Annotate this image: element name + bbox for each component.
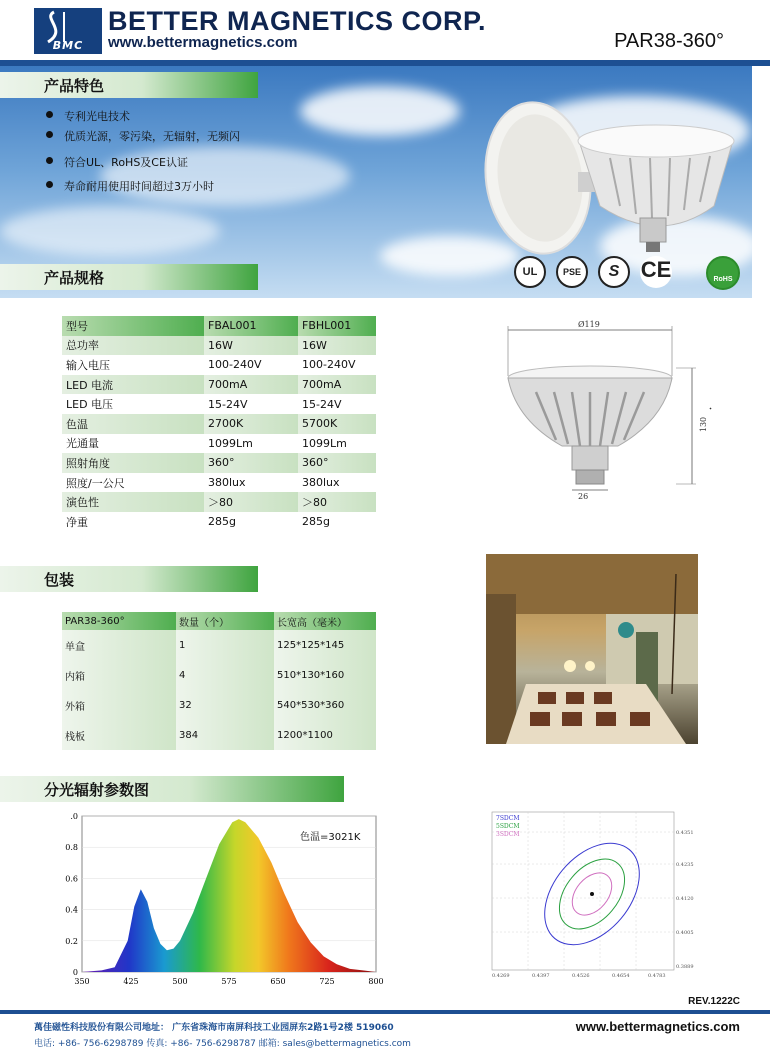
y-tick-label: 0.3889 xyxy=(676,964,694,970)
chromaticity-ellipse-chart xyxy=(484,808,702,980)
spec-value: 285g xyxy=(302,515,330,529)
packaging-table-header xyxy=(62,612,376,630)
packaging-value: 1 xyxy=(176,630,274,660)
section-header-packaging xyxy=(0,566,258,592)
spec-label: 照度/一公尺 xyxy=(66,476,125,490)
spec-value: 100-240V xyxy=(302,358,356,372)
y-tick-label: 0.8 xyxy=(65,843,78,853)
y-tick-label: 0 xyxy=(72,968,78,977)
spec-value: 15-24V xyxy=(208,397,248,411)
x-tick-label: 575 xyxy=(221,977,237,986)
company-website: www.bettermagnetics.com xyxy=(108,34,298,51)
packaging-label: 栈板 xyxy=(62,720,176,750)
spec-value: 15-24V xyxy=(302,397,342,411)
table-row xyxy=(62,355,376,375)
table-row xyxy=(62,720,376,750)
revision-label: REV.1222C xyxy=(688,996,740,1007)
application-room-photo xyxy=(486,554,698,744)
diameter-label: Ø119 xyxy=(578,320,600,329)
packaging-value: 32 xyxy=(176,690,274,720)
legend-5sdcm: 5SDCM xyxy=(496,823,520,830)
spec-value: 360° xyxy=(204,453,298,473)
section-header-specs xyxy=(0,264,258,290)
model-title: PAR38-360° xyxy=(614,30,724,52)
table-row xyxy=(62,414,376,434)
y-tick-label: 0.6 xyxy=(65,874,78,884)
table-row xyxy=(62,375,376,395)
spec-header-cell: FBHL001 xyxy=(298,316,376,336)
packaging-header-cell: PAR38-360° xyxy=(62,612,176,630)
y-tick-label: 0.4005 xyxy=(676,930,694,936)
spec-value: 1099Lm xyxy=(302,436,347,450)
legend-7sdcm: 7SDCM xyxy=(496,815,520,822)
section-title-features: 产品特色 xyxy=(44,77,105,95)
y-tick-label: .0 xyxy=(70,812,78,821)
table-row xyxy=(62,660,376,690)
x-tick-label: 0.4783 xyxy=(648,973,666,979)
spec-label: 色温 xyxy=(62,414,204,434)
packaging-label: 单盒 xyxy=(62,630,176,660)
packaging-value: 384 xyxy=(176,720,274,750)
spec-table-header xyxy=(62,316,376,336)
spec-label: 输入电压 xyxy=(66,358,110,372)
spec-value: 2700K xyxy=(204,414,298,434)
x-tick-label: 800 xyxy=(368,977,384,986)
spec-value: 100-240V xyxy=(208,358,262,372)
table-row xyxy=(62,336,376,356)
s-cert-icon: S xyxy=(598,256,630,288)
spec-label: 光通量 xyxy=(66,437,99,451)
x-tick-label: 500 xyxy=(172,977,188,986)
feature-item: 寿命耐用使用时间超过3万小时 xyxy=(64,180,214,193)
ul-cert-icon: UL xyxy=(514,256,546,288)
spec-value: 700mA xyxy=(298,375,376,395)
table-row xyxy=(62,394,376,414)
rohs-cert-icon: RoHS xyxy=(706,256,740,290)
spec-value: ＞80 xyxy=(204,492,298,512)
spectrum-chart xyxy=(60,810,390,990)
spec-label: 净重 xyxy=(66,515,88,529)
section-header-spectrum xyxy=(0,776,344,802)
packaging-header-cell: 数量（个） xyxy=(176,612,274,630)
table-row xyxy=(62,630,376,660)
packaging-header-cell: 长宽高（毫米） xyxy=(274,612,376,630)
table-row xyxy=(62,512,376,532)
y-tick-label: 0.4120 xyxy=(676,896,694,902)
pse-cert-icon: PSE xyxy=(556,256,588,288)
packaging-value: 1200*1100 xyxy=(274,720,376,750)
table-row xyxy=(62,690,376,720)
x-tick-label: 425 xyxy=(123,977,139,986)
spec-value: 380lux xyxy=(208,476,246,490)
spec-label: LED 电压 xyxy=(66,398,114,412)
spec-header-cell: 型号 xyxy=(62,316,204,336)
footer-address: 萬佳磁性科技股份有限公司地址： 广东省珠海市南屏科技工业园屏东2路1号2楼 519060 xyxy=(34,1023,394,1033)
x-tick-label: 650 xyxy=(270,977,286,986)
height-label: 130 xyxy=(699,416,709,433)
section-title-spectrum: 分光辐射参数图 xyxy=(44,781,150,799)
feature-item: 符合UL、RoHS及CE认证 xyxy=(64,156,188,169)
x-tick-label: 0.4526 xyxy=(572,973,590,979)
spec-table xyxy=(62,316,376,532)
packaging-value: 510*130*160 xyxy=(274,660,376,690)
color-temp-annotation: 色温=3021K xyxy=(300,832,361,843)
spec-value: 1099Lm xyxy=(208,436,253,450)
packaging-value: 125*125*145 xyxy=(274,630,376,660)
packaging-label: 外箱 xyxy=(62,690,176,720)
packaging-label: 内箱 xyxy=(62,660,176,690)
spec-value: 360° xyxy=(298,453,376,473)
footer-website: www.bettermagnetics.com xyxy=(575,1019,740,1034)
spec-value: 16W xyxy=(298,336,376,356)
section-header-features xyxy=(0,72,258,98)
spec-label: 总功率 xyxy=(62,336,204,356)
y-tick-label: 0.4 xyxy=(65,905,78,915)
table-row xyxy=(62,434,376,454)
spec-header-cell: FBAL001 xyxy=(204,316,298,336)
footer-divider xyxy=(0,1010,770,1014)
feature-item: 优质光源，零污染，无辐射，无频闪 xyxy=(64,130,240,143)
x-tick-label: 350 xyxy=(74,977,90,986)
spec-label: 照射角度 xyxy=(62,453,204,473)
table-row xyxy=(62,453,376,473)
legend-3sdcm: 3SDCM xyxy=(496,831,520,838)
spec-value: 285g xyxy=(208,515,236,529)
base-width-label: 26 xyxy=(578,492,589,501)
packaging-value: 540*530*360 xyxy=(274,690,376,720)
company-logo xyxy=(34,8,102,54)
table-row xyxy=(62,492,376,512)
dimension-drawing xyxy=(496,316,716,506)
spec-label: LED 电流 xyxy=(62,375,204,395)
company-name: BETTER MAGNETICS CORP. xyxy=(108,6,487,36)
packaging-table xyxy=(62,612,376,750)
footer-contact: 电话: +86- 756-6298789 传真: +86- 756-6298787 邮箱: sales@bettermagnetics.com xyxy=(34,1039,411,1049)
x-tick-label: 725 xyxy=(319,977,335,986)
section-title-specs: 产品规格 xyxy=(44,269,105,287)
x-tick-label: 0.4269 xyxy=(492,973,510,979)
y-tick-label: 0.4351 xyxy=(676,830,694,836)
packaging-value: 4 xyxy=(176,660,274,690)
y-tick-label: 0.2 xyxy=(65,936,78,946)
spec-label: 演色性 xyxy=(62,492,204,512)
center-point xyxy=(590,892,594,896)
ce-cert-icon: CE xyxy=(640,256,672,288)
y-tick-label: 0.4235 xyxy=(676,862,694,868)
spec-value: 700mA xyxy=(204,375,298,395)
x-tick-label: 0.4654 xyxy=(612,973,630,979)
feature-item: 专利光电技术 xyxy=(64,110,130,123)
spec-value: 5700K xyxy=(298,414,376,434)
logo-text: BMC xyxy=(52,39,84,52)
spec-value: 16W xyxy=(204,336,298,356)
section-title-packaging: 包装 xyxy=(44,571,75,589)
spec-value: ＞80 xyxy=(298,492,376,512)
spec-value: 380lux xyxy=(302,476,340,490)
table-row xyxy=(62,473,376,493)
x-tick-label: 0.4397 xyxy=(532,973,550,979)
